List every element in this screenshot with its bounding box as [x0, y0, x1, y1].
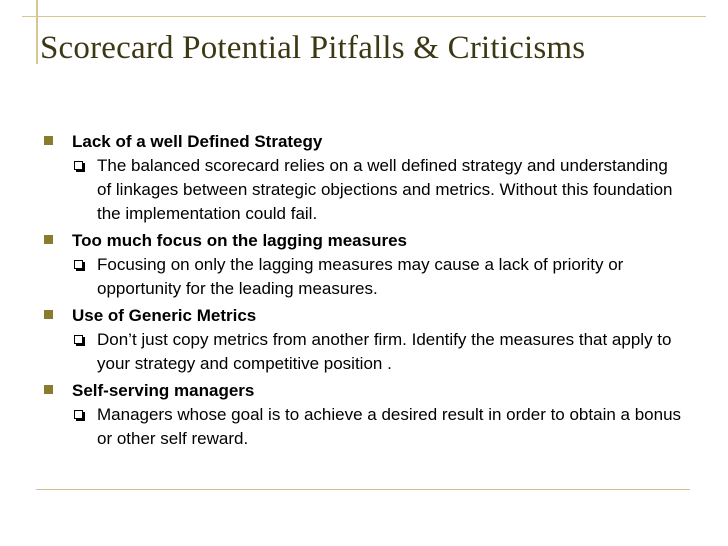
sub-bullet-item-1	[71, 154, 684, 226]
sub-bullet-text-1: The balanced scorecard relies on a well defined strategy and understanding of linkages between strategic objections and metrics. Without this foundation the implementation could fail.	[97, 156, 673, 223]
hollow-square-bullet-icon	[74, 335, 83, 344]
title-vertical-rule	[36, 0, 38, 64]
title-horizontal-rule	[22, 16, 706, 17]
sub-bullet-item-4	[71, 403, 684, 451]
hollow-square-bullet-icon	[74, 410, 83, 419]
slide-title: Scorecard Potential Pitfalls & Criticisms	[40, 30, 586, 66]
bullet-heading-3: Use of Generic Metrics	[72, 306, 257, 325]
bullet-item-2	[44, 229, 684, 253]
footer-rule	[36, 489, 690, 490]
sub-bullet-item-3	[71, 328, 684, 376]
hollow-square-bullet-icon	[74, 260, 83, 269]
bullet-list	[44, 130, 684, 454]
sub-bullet-text-3: Don’t just copy metrics from another firm. Identify the measures that apply to your strategy and competitive position .	[97, 330, 672, 373]
bullet-heading-2: Too much focus on the lagging measures	[72, 231, 408, 250]
square-bullet-icon	[44, 385, 53, 394]
square-bullet-icon	[44, 235, 53, 244]
sub-bullet-text-4: Managers whose goal is to achieve a desired result in order to obtain a bonus or other self reward.	[97, 405, 682, 448]
bullet-item-4	[44, 379, 684, 403]
bullet-heading-1: Lack of a well Defined Strategy	[72, 132, 323, 151]
bullet-item-3	[44, 304, 684, 328]
bullet-heading-4: Self-serving managers	[72, 381, 255, 400]
square-bullet-icon	[44, 136, 53, 145]
square-bullet-icon	[44, 310, 53, 319]
sub-bullet-item-2	[71, 253, 684, 301]
sub-bullet-text-2: Focusing on only the lagging measures may cause a lack of priority or opportunity for the leading measures.	[97, 255, 624, 298]
bullet-item-1	[44, 130, 684, 154]
hollow-square-bullet-icon	[74, 161, 83, 170]
